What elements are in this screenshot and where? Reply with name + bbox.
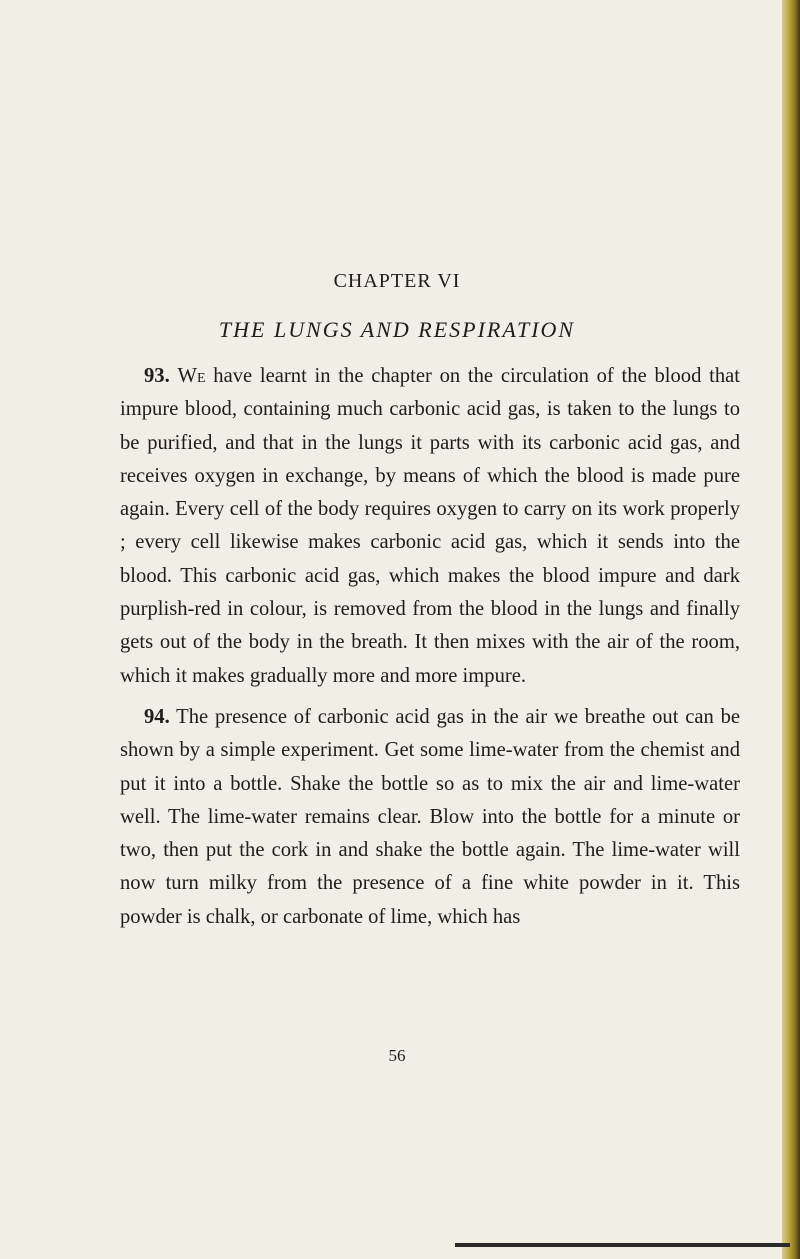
paragraph-lead-word: We	[177, 365, 206, 387]
chapter-heading: CHAPTER VI	[333, 270, 461, 292]
paragraph-94	[120, 701, 740, 934]
paragraph-body: have learnt in the chapter on the circulation of the blood that impure blood, containing much carbonic acid gas, is taken to the lungs to be purified, and that in the lungs it parts with its carbonic acid gas, and receives oxygen in exchange, by means of which the blood is made pure again. Every cell of the body requires oxygen to carry on its work properly ; every cell likewise makes carbonic acid gas, which it sends into the blood. This carbonic acid gas, which makes the blood impure and dark purplish-red in colour, is removed from the blood in the lungs and finally gets out of the body in the breath. It then mixes with the air of the room, which it makes gradually more and more impure.	[120, 365, 741, 687]
page-edge	[782, 0, 800, 1259]
paragraph-number: 93.	[144, 365, 170, 387]
paragraph-93	[120, 360, 740, 693]
body-text	[120, 360, 740, 934]
page-number: 56	[388, 1046, 406, 1065]
paragraph-number: 94.	[144, 705, 170, 728]
chapter-title: THE LUNGS AND RESPIRATION	[218, 317, 576, 342]
paragraph-body: The presence of carbonic acid gas in the air we breathe out can be shown by a simple experiment. Get some lime-water from the chemist and put it into a bottle. Shake the bottle so as to mix the air and lime-water well. The lime-water remains clear. Blow into the bottle for a minute or two, then put the cork in and shake the bottle again. The lime-water will now turn milky from the presence of a fine white powder in it. This powder is chalk, or carbonate of lime, which has	[120, 705, 741, 928]
bottom-rule	[455, 1243, 790, 1247]
